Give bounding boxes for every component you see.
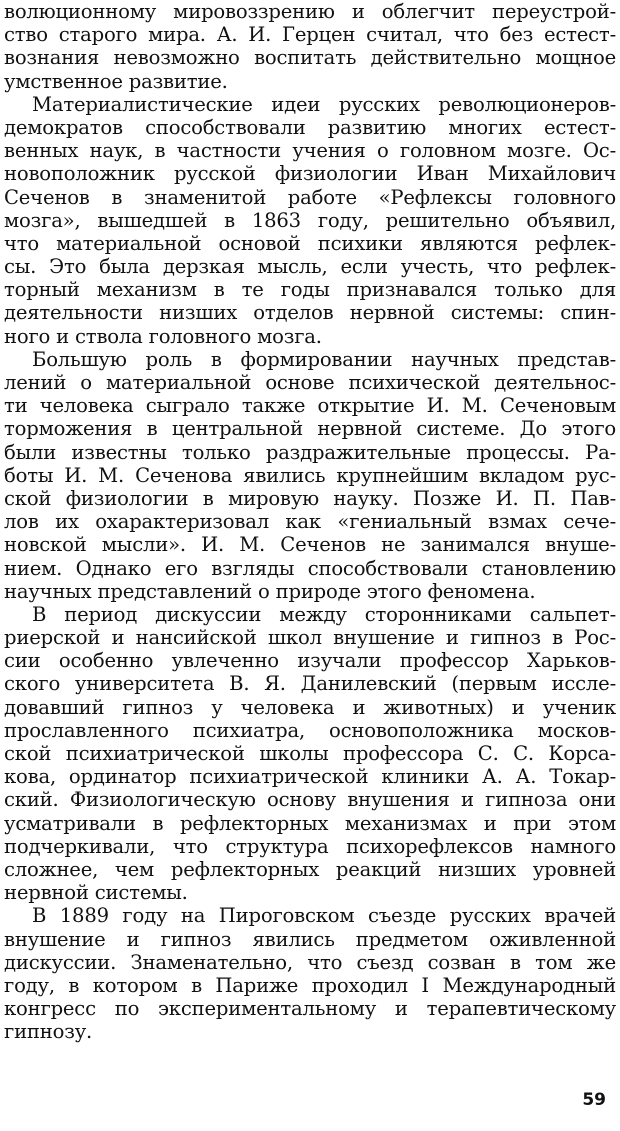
text-line: ский. Физиологическую основу внушения и гипноза они <box>4 788 616 812</box>
text-line: прославленного психиатра, основоположника москов- <box>4 718 616 742</box>
text-line: ного и ствола головного мозга. <box>4 324 322 348</box>
text-line: внушение и гипноз явились предметом оживленной <box>4 927 616 951</box>
text-line: научных представлений о природе этого феномена. <box>4 579 536 603</box>
text-line: сложнее, чем рефлекторных реакций низших уровней <box>4 857 616 881</box>
book-page <box>4 0 616 1043</box>
text-line: довавший гипноз у человека и животных) и ученик <box>4 695 616 719</box>
text-line: торможения в центральной нервной системе. До этого <box>4 417 616 441</box>
text-line: Материалистические идеи русских революционеров- <box>32 92 616 116</box>
text-line: гипнозу. <box>4 1020 93 1044</box>
text-line: венных наук, в частности учения о головном мозге. Ос- <box>4 139 616 163</box>
text-line: дискуссии. Знаменательно, что съезд созван в том же <box>4 950 616 974</box>
text-line: ской психиатрической школы профессора С. С. Корса- <box>4 742 616 765</box>
text-line: вознания невозможно воспитать действительно мощное <box>4 46 616 70</box>
text-line: боты И. М. Сеченова явились крупнейшим вкладом рус- <box>4 463 616 487</box>
text-line: ство старого мира. А. И. Герцен считал, что без естест- <box>4 23 616 47</box>
text-line: сии особенно увлеченно изучали профессор Харьков- <box>4 649 616 673</box>
text-line: конгресс по экспериментальному и терапевтическому <box>4 997 616 1021</box>
text-line: что материальной основой психики являются рефлек- <box>4 231 616 255</box>
text-line: Большую роль в формировании научных представ- <box>32 347 616 371</box>
text-line: подчеркивали, что структура психорефлексов намного <box>4 834 616 858</box>
page-number: 59 <box>582 1090 606 1110</box>
text-line: новоположник русской физиологии Иван Михайлович <box>4 162 616 186</box>
text-line: ти человека сыграло также открытие И. М. Сеченовым <box>4 394 616 418</box>
text-line: были известны только раздражительные процессы. Ра- <box>4 440 616 464</box>
text-line: новской мысли». И. М. Сеченов не занимался внуше- <box>4 533 616 557</box>
text-line: умственное развитие. <box>4 69 228 93</box>
text-line: волюционному мировоззрению и облегчит переустрой- <box>4 0 616 23</box>
text-line: нием. Однако его взгляды способствовали становлению <box>4 556 616 580</box>
text-line: лений о материальной основе психической деятельнос- <box>4 371 616 394</box>
text-line: ского университета В. Я. Данилевский (первым иссле- <box>4 672 616 696</box>
text-line: риерской и нансийской школ внушение и гипноз в Рос- <box>4 626 616 650</box>
text-line: лов их охарактеризовал как «гениальный взмах сече- <box>4 510 616 534</box>
text-line: мозга», вышедшей в 1863 году, решительно объявил, <box>4 208 616 232</box>
text-line: В период дискуссии между сторонниками сальпет- <box>32 602 616 626</box>
text-line: ской физиологии в мировую науку. Позже И. П. Пав- <box>4 486 616 510</box>
text-line: В 1889 году на Пироговском съезде русских врачей <box>32 904 616 928</box>
text-line: усматривали в рефлекторных механизмах и при этом <box>4 811 616 835</box>
text-line: году, в котором в Париже проходил I Международный <box>4 973 616 997</box>
text-line: Сеченов в знаменитой работе «Рефлексы головного <box>4 185 616 209</box>
text-line: демократов способствовали развитию многих естест- <box>4 115 616 139</box>
text-line: нервной системы. <box>4 881 188 905</box>
text-line: сы. Это была дерзкая мысль, если учесть, что рефлек- <box>4 255 616 279</box>
text-line: кова, ординатор психиатрической клиники А. А. Токар- <box>4 765 616 789</box>
text-line: деятельности низших отделов нервной системы: спин- <box>4 301 616 325</box>
text-line: торный механизм в те годы признавался только для <box>4 278 616 302</box>
